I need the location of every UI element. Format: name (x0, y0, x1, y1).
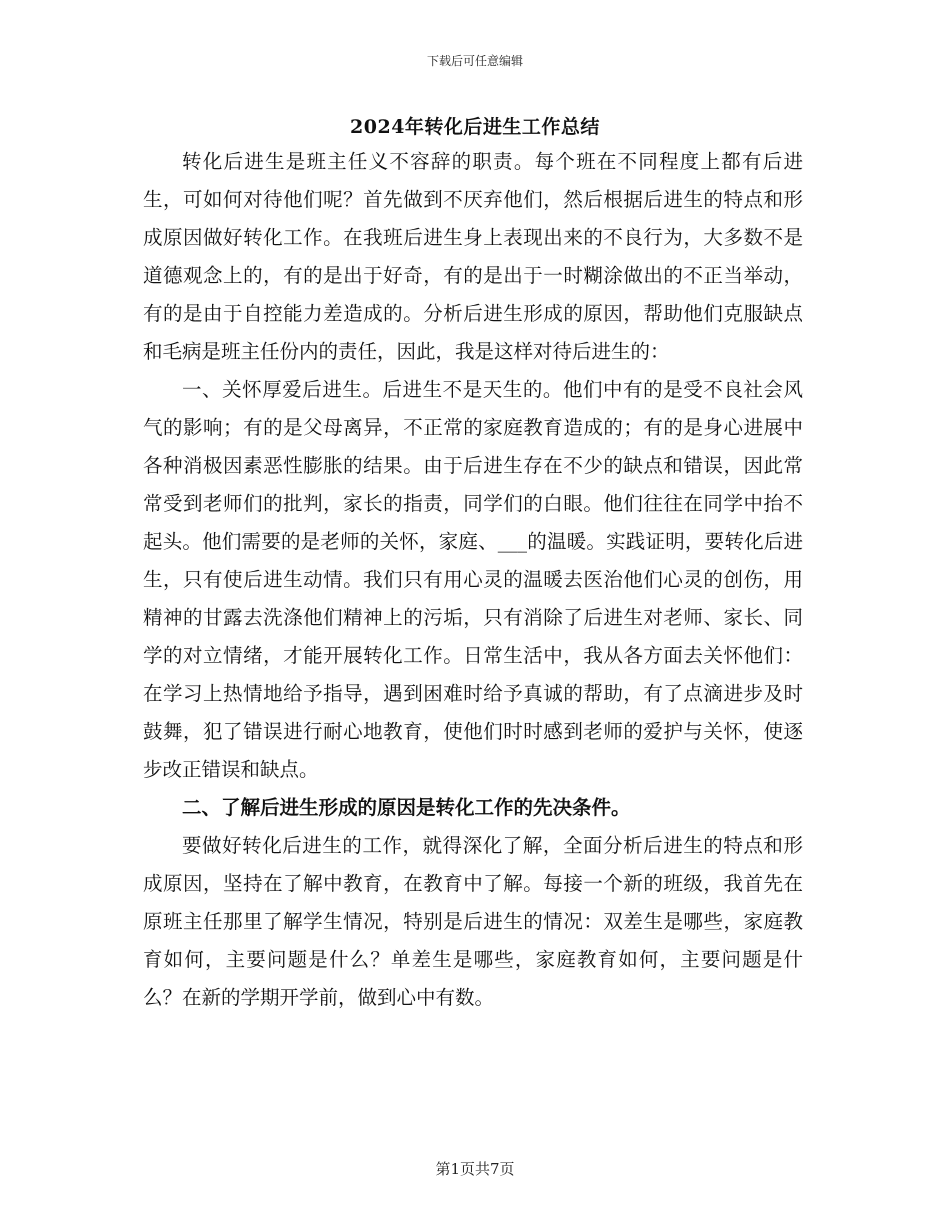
header-note: 下载后可任意编辑 (426, 54, 523, 68)
document-title: 2024年转化后进生工作总结 (350, 116, 600, 138)
page-footer: 第1页共7页 (435, 1160, 515, 1178)
document-body (143, 143, 803, 1017)
paragraph-section-two: 要做好转化后进生的工作，就得深化了解，全面分析后进生的特点和形成原因，坚持在了解中教育，在教育中了解。每接一个新的班级，我首先在原班主任那里了解学生情况，特别是后进生的情况：双差生是哪些，家庭教育如何，主要问题是什么？单差生是哪些，家庭教育如何，主要问题是什么？在新的学期开学前，做到心中有数。 (143, 834, 803, 1009)
paragraph-section-one: 一、关怀厚爱后进生。后进生不是天生的。他们中有的是受不良社会风气的影响；有的是父母离异，不正常的家庭教育造成的；有的是身心进展中各种消极因素恶性膨胀的结果。由于后进生存在不少的缺点和错误，因此常常受到老师们的批判，家长的指责，同学们的白眼。他们往往在同学中抬不起头。他们需要的是老师的关怀，家庭、___的温暖。实践证明，要转化后进生，只有使后进生动情。我们只有用心灵的温暖去医治他们心灵的创伤，用精神的甘露去洗涤他们精神上的污垢，只有消除了后进生对老师、家长、同学的对立情绪，才能开展转化工作。日常生活中，我从各方面去关怀他们：在学习上热情地给予指导，遇到困难时给予真诚的帮助，有了点滴进步及时鼓舞，犯了错误进行耐心地教育，使他们时时感到老师的爱护与关怀，使逐步改正错误和缺点。 (143, 378, 803, 781)
paragraph-intro: 转化后进生是班主任义不容辞的职责。每个班在不同程度上都有后进生，可如何对待他们呢？首先做到不厌弃他们，然后根据后进生的特点和形成原因做好转化工作。在我班后进生身上表现出来的不良行为，大多数不是道德观念上的，有的是出于好奇，有的是出于一时糊涂做出的不正当举动，有的是由于自控能力差造成的。分析后进生形成的原因，帮助他们克服缺点和毛病是班主任份内的责任，因此，我是这样对待后进生的： (143, 150, 803, 363)
section-two-heading: 二、了解后进生形成的原因是转化工作的先决条件。 (182, 796, 631, 819)
